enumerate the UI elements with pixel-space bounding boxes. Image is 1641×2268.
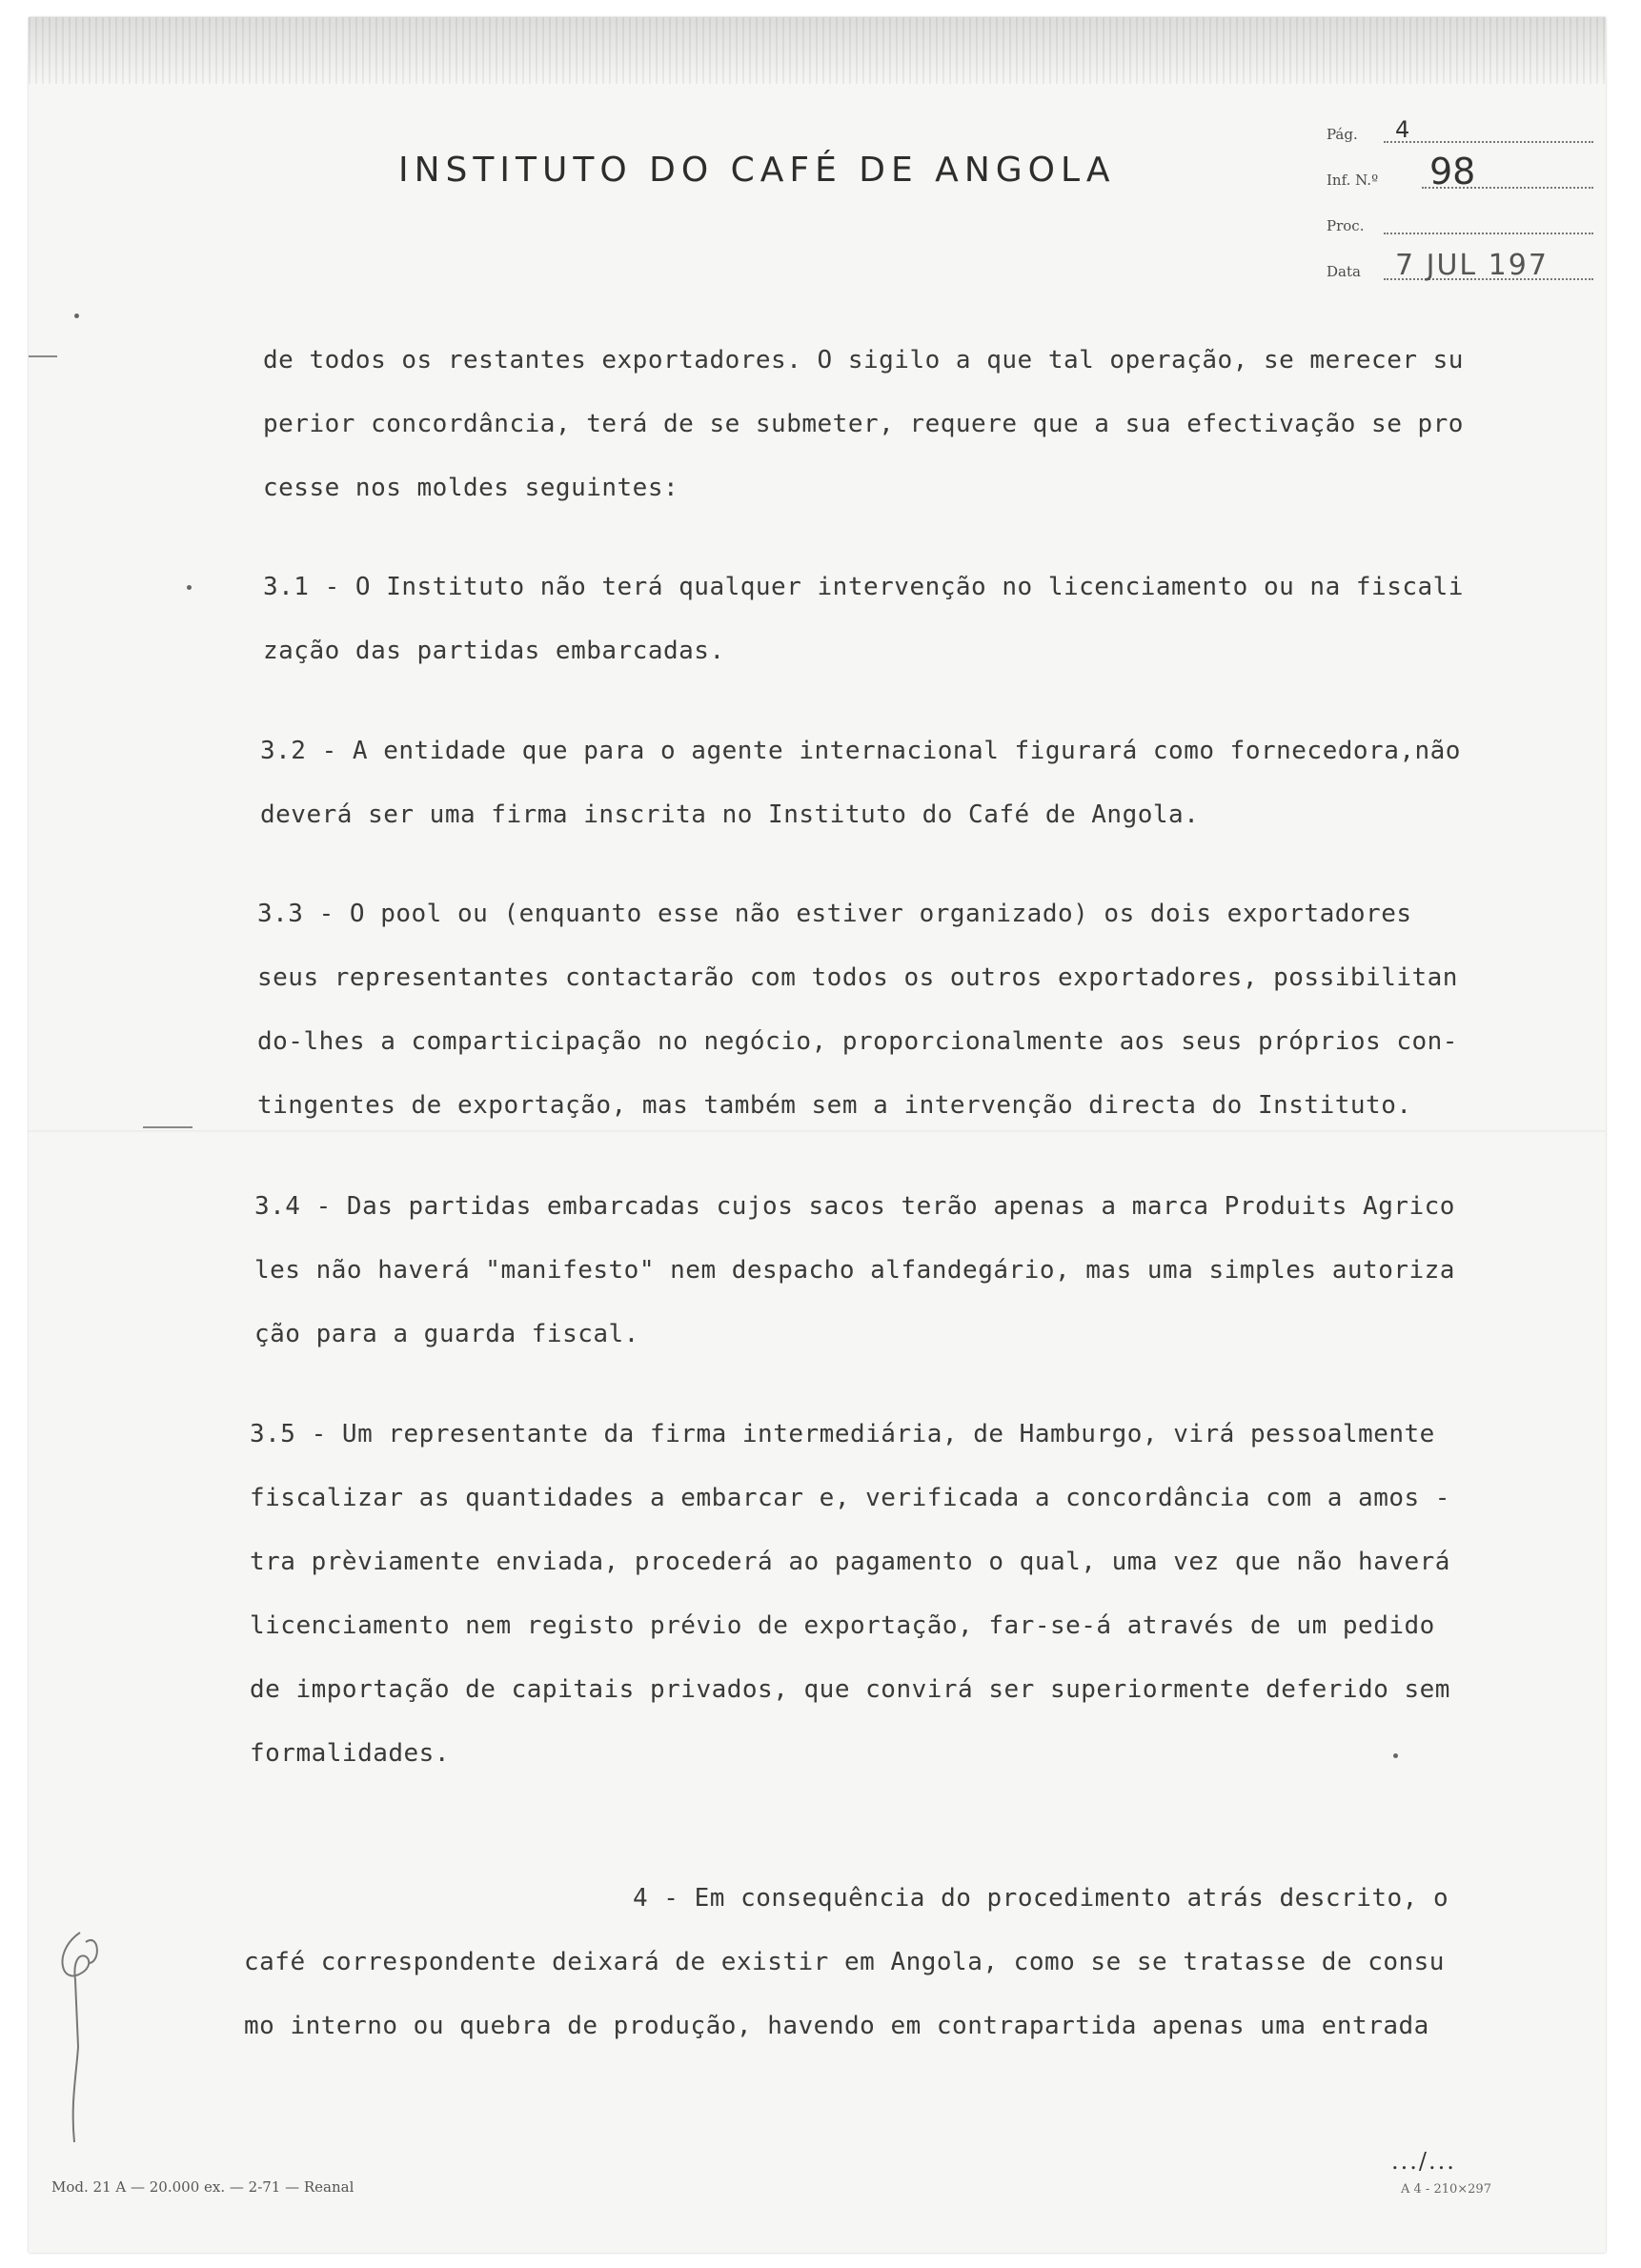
proc-dotted-line — [1384, 233, 1593, 234]
text-line: seus representantes contactarão com todos os outros exportadores, possibilitan — [257, 963, 1458, 992]
scan-speck — [187, 585, 192, 590]
text-line: zação das partidas embarcadas. — [263, 637, 725, 665]
text-line: ção para a guarda fiscal. — [254, 1320, 639, 1348]
text-line: 3.3 - O pool ou (enquanto esse não estiver organizado) os dois exportadores — [257, 900, 1412, 928]
text-line: do-lhes a comparticipação no negócio, proporcionalmente aos seus próprios con- — [257, 1027, 1458, 1056]
text-line: tingentes de exportação, mas também sem a intervenção directa do Instituto. — [257, 1091, 1412, 1120]
text-line: 4 - Em consequência do procedimento atrás descrito, o — [633, 1884, 1449, 1913]
text-line: 3.1 - O Instituto não terá qualquer intervenção no licenciamento ou na fiscali — [263, 573, 1464, 601]
text-line: deverá ser uma firma inscrita no Instituto do Café de Angola. — [260, 800, 1200, 829]
scan-noise-band — [29, 17, 1606, 84]
date-label: Data — [1327, 263, 1361, 280]
text-line: formalidades. — [250, 1739, 450, 1768]
text-line: les não haverá "manifesto" nem despacho alfandegário, mas uma simples autoriza — [254, 1256, 1455, 1285]
date-value: 7 JUL 197 — [1395, 249, 1549, 282]
text-line: de importação de capitais privados, que convirá ser superiormente deferido sem — [250, 1675, 1450, 1704]
paper-size-reference: A 4 - 210×297 — [1401, 2182, 1491, 2197]
scan-speck — [74, 314, 79, 318]
text-line: licenciamento nem registo prévio de exportação, far-se-á através de um pedido — [250, 1611, 1435, 1640]
page-label: Pág. — [1327, 126, 1358, 143]
text-line: 3.2 - A entidade que para o agente internacional figurará como fornecedora,não — [260, 737, 1461, 765]
page-value: 4 — [1395, 116, 1410, 143]
text-line: tra prèviamente enviada, procederá ao pagamento o qual, uma vez que não haverá — [250, 1548, 1450, 1576]
text-line: perior concordância, terá de se submeter, requere que a sua efectivação se pro — [263, 410, 1464, 438]
paper-fold — [29, 1130, 1606, 1133]
institution-title: INSTITUTO DO CAFÉ DE ANGOLA — [398, 151, 1116, 190]
text-line: mo interno ou quebra de produção, havendo em contrapartida apenas uma entrada — [244, 2012, 1429, 2040]
margin-tick — [143, 1126, 192, 1128]
text-line: 3.4 - Das partidas embarcadas cujos sacos terão apenas a marca Produits Agrico — [254, 1192, 1455, 1221]
page-number-row — [1327, 105, 1593, 151]
inf-number-row — [1327, 151, 1593, 196]
text-line: café correspondente deixará de existir em Angola, como se se tratasse de consu — [244, 1948, 1445, 1976]
page-dotted-line — [1384, 141, 1593, 143]
proc-row — [1327, 196, 1593, 242]
form-reference: Mod. 21 A — 20.000 ex. — 2-71 — Reanal — [51, 2178, 355, 2196]
inf-value: 98 — [1429, 151, 1476, 192]
document-page — [29, 17, 1606, 2253]
text-line: cesse nos moldes seguintes: — [263, 474, 679, 502]
inf-label: Inf. N.º — [1327, 172, 1379, 189]
text-line: fiscalizar as quantidades a embarcar e, verificada a concordância com a amos - — [250, 1484, 1450, 1512]
text-line: de todos os restantes exportadores. O sigilo a que tal operação, se merecer su — [263, 346, 1464, 375]
scan-speck — [1393, 1753, 1398, 1758]
proc-label: Proc. — [1327, 217, 1365, 234]
date-row — [1327, 242, 1593, 288]
margin-initials-mark — [42, 1914, 118, 2161]
reference-block — [1327, 105, 1593, 288]
continuation-mark: .../... — [1391, 2148, 1456, 2175]
margin-tick — [29, 355, 57, 357]
text-line: 3.5 - Um representante da firma intermediária, de Hamburgo, virá pessoalmente — [250, 1420, 1435, 1448]
